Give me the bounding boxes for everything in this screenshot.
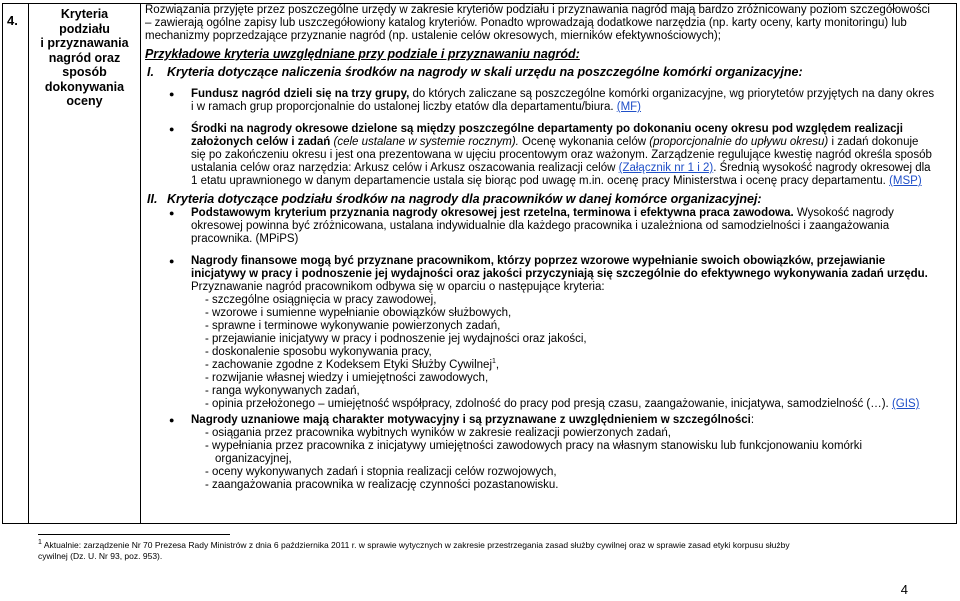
text: się po zakończeniu okresu i jest ona prezentowana w ujęciu procentowym oraz ważonym. Zarządzenie regulujące kwestię nagród określa sposób [191, 149, 932, 161]
footnote-marker: 1 [38, 539, 42, 547]
criteria-item: - ranga wykonywanych zadań, [205, 385, 360, 397]
text: do których zaliczane są poszczególne komórki organizacyjne, wg priorytetów przyjętych na dany okres [409, 88, 935, 100]
bold-text: Nagrody uznaniowe mają charakter motywacyjny i są przyznawane z uwzględnieniem w szczególności [191, 414, 751, 426]
criteria-item: - szczególne osiągnięcia w pracy zawodowej, [205, 294, 437, 306]
footnote-ref[interactable]: 1 [492, 358, 496, 366]
text: okresowej powinna być zróżnicowana, ustalana indywidualnie dla każdego pracownika i uzależniona od samodzielności i zaangażowania [191, 220, 890, 232]
italic-text: (proporcjonalnie do upływu okresu) [646, 136, 829, 148]
criteria-item: - wypełniania przez pracownika z inicjatywy umiejętności zawodowych pracy na własnym stanowisku lub funkcjonowaniu komórki [205, 440, 863, 452]
criteria-item: - zaangażowania pracownika w realizację czynności pozastanowisku. [205, 479, 559, 491]
footnote-text: cywilnej (Dz. U. Nr 93, poz. 953). [38, 551, 163, 561]
intro-line: mechanizmy poprzedzające przyznanie nagród (np. ustalenie celów okresowych, mierników efektywnościowych); [145, 30, 721, 42]
list-item [191, 207, 951, 246]
text: i w ramach grup proporcjonalnie do ustalonej liczby etatów dla departamentu/biura. [191, 101, 614, 113]
criteria-item: - oceny wykonywanych zadań i stopnia realizacji celów rozwojowych, [205, 466, 557, 478]
text: i zadań dokonuje [828, 136, 919, 148]
bold-text: ● Środki na nagrody okresowe dzielone są między poszczególne departamenty po dokonaniu oceny okresu pod względem realizacji [191, 123, 903, 135]
intro-line: Rozwiązania przyjęte przez poszczególne urzędy w zakresie kryteriów podziału i przyznawania nagród mają bardzo zróżnicowany poziom szczegółowości [145, 4, 930, 16]
intro-paragraph [145, 4, 951, 43]
section-1-numeral: I. [147, 65, 154, 79]
criterion-line: nagród oraz [48, 50, 121, 65]
bold-text: Fundusz nagród dzieli się na trzy grupy, [191, 88, 410, 100]
footnote-text: Aktualnie: zarządzenie Nr 70 Prezesa Rady Ministrów z dnia 6 października 2011 r. w sprawie wytycznych w zakresie przestrzegania zasad służby cywilnej oraz w sprawie zasad etyki korpusu służby [43, 540, 790, 550]
text: : [750, 414, 755, 426]
text: . Średnią wysokość nagrody okresowej dla [713, 162, 931, 174]
section-2-title-text: Kryteria dotyczące podziału środków na nagrody dla pracowników w danej komórce organizacyjnej: [167, 192, 762, 206]
text: - opinia przełożonego – umiejętność współpracy, zdolność do pracy pod presją czasu, zaangażowanie, inicjatywa, samodzielność (…). [205, 398, 889, 410]
criterion-line: i przyznawania [40, 36, 129, 50]
source-link[interactable]: (MSP) [889, 175, 922, 187]
bold-text: założonych celów i zadań [191, 136, 331, 148]
row-number: 4. [7, 13, 18, 28]
criterion-line: dokonywania [44, 79, 125, 94]
description-cell [145, 4, 951, 492]
criteria-item: - doskonalenie sposobu wykonywania pracy, [205, 346, 432, 358]
text: Ocenę wykonania celów [518, 136, 647, 148]
source-link[interactable]: (GIS) [891, 398, 920, 410]
text: - zachowanie zgodne z Kodeksem Etyki Służby Cywilnej [205, 359, 492, 371]
section-1-title-text: Kryteria dotyczące naliczenia środków na nagrody w skali urzędu na poszczególne komórki organizacyjne: [167, 65, 803, 79]
criterion-cell [29, 4, 141, 523]
criterion-line: Kryteria [60, 7, 109, 21]
criteria-item: organizacyjnej, [215, 453, 292, 465]
text: 1 etatu uprawnionego w danym departamencie ustala się biorąc pod uwagę m.in. ocenę pracy Ministerstwa i ocenę pracy departamentu. [191, 175, 886, 187]
criteria-item: - wzorowe i sumienne wypełnianie obowiązków służbowych, [205, 307, 512, 319]
criteria-item: - sprawne i terminowe wykonywanie powierzonych zadań, [205, 320, 501, 332]
criteria-item [205, 359, 951, 372]
text: ustalania celów oraz narzędzia: Arkusz celów i Arkusz oszacowania realizacji celów [191, 162, 616, 174]
section-2-title [147, 192, 951, 206]
criterion-line: sposób [62, 65, 107, 79]
examples-heading: Przykładowe kryteria uwzględniane przy podziale i przyznawaniu nagród: [145, 47, 580, 61]
list-item [191, 414, 951, 492]
row-number-cell [3, 4, 29, 523]
bold-text: inicjatywy w pracy i podnoszenie jej wydajności oraz jakości przyczyniają się szczególnie do efektywnego wykonywania zadań urzędu. [191, 268, 928, 280]
attachment-link[interactable]: (Załącznik nr 1 i 2) [618, 162, 714, 174]
text: Wysokość nagrody [793, 207, 894, 219]
footnote-divider [38, 534, 230, 535]
criteria-item: - osiągania przez pracownika wybitnych wyników w zakresie realizacji powierzonych zadań, [205, 427, 671, 439]
text: pracownika. (MPiPS) [191, 233, 299, 245]
list-item [191, 255, 951, 411]
list-item [191, 123, 951, 188]
text: , [495, 359, 500, 371]
criteria-item [205, 398, 951, 411]
footnote [38, 540, 938, 562]
text: Przyznawanie nagród pracownikom odbywa się w oparciu o następujące kryteria: [191, 281, 605, 293]
italic-text: (cele ustalane w systemie rocznym). [330, 136, 519, 148]
criteria-item: - przejawianie inicjatywy w pracy i podnoszenie jej wydajności oraz jakości, [205, 333, 587, 345]
criteria-item: - rozwijanie własnej wiedzy i umiejętności zawodowych, [205, 372, 489, 384]
criterion-line: podziału [59, 21, 110, 36]
source-link[interactable]: (MF) [616, 101, 642, 113]
section-2-numeral: II. [147, 192, 158, 206]
section-1-title [147, 65, 951, 79]
bold-text: Podstawowym kryterium przyznania nagrody okresowej jest rzetelna, terminowa i efektywna praca zawodowa. [191, 207, 794, 219]
page-number: 4 [900, 582, 908, 597]
criterion-line: oceny [66, 94, 103, 108]
intro-line: – zawierają ogólne zapisy lub uszczegółowiony katalog kryteriów. Ponadto wprowadzają dodatkowe narzędzia (np. karty oceny, karty monitoringu) lub [145, 17, 907, 29]
list-item [191, 88, 951, 114]
bold-text: ● Nagrody finansowe mogą być przyznane pracownikom, którzy poprzez wzorowe wypełnianie swoich obowiązków, przejawianie [191, 255, 886, 267]
